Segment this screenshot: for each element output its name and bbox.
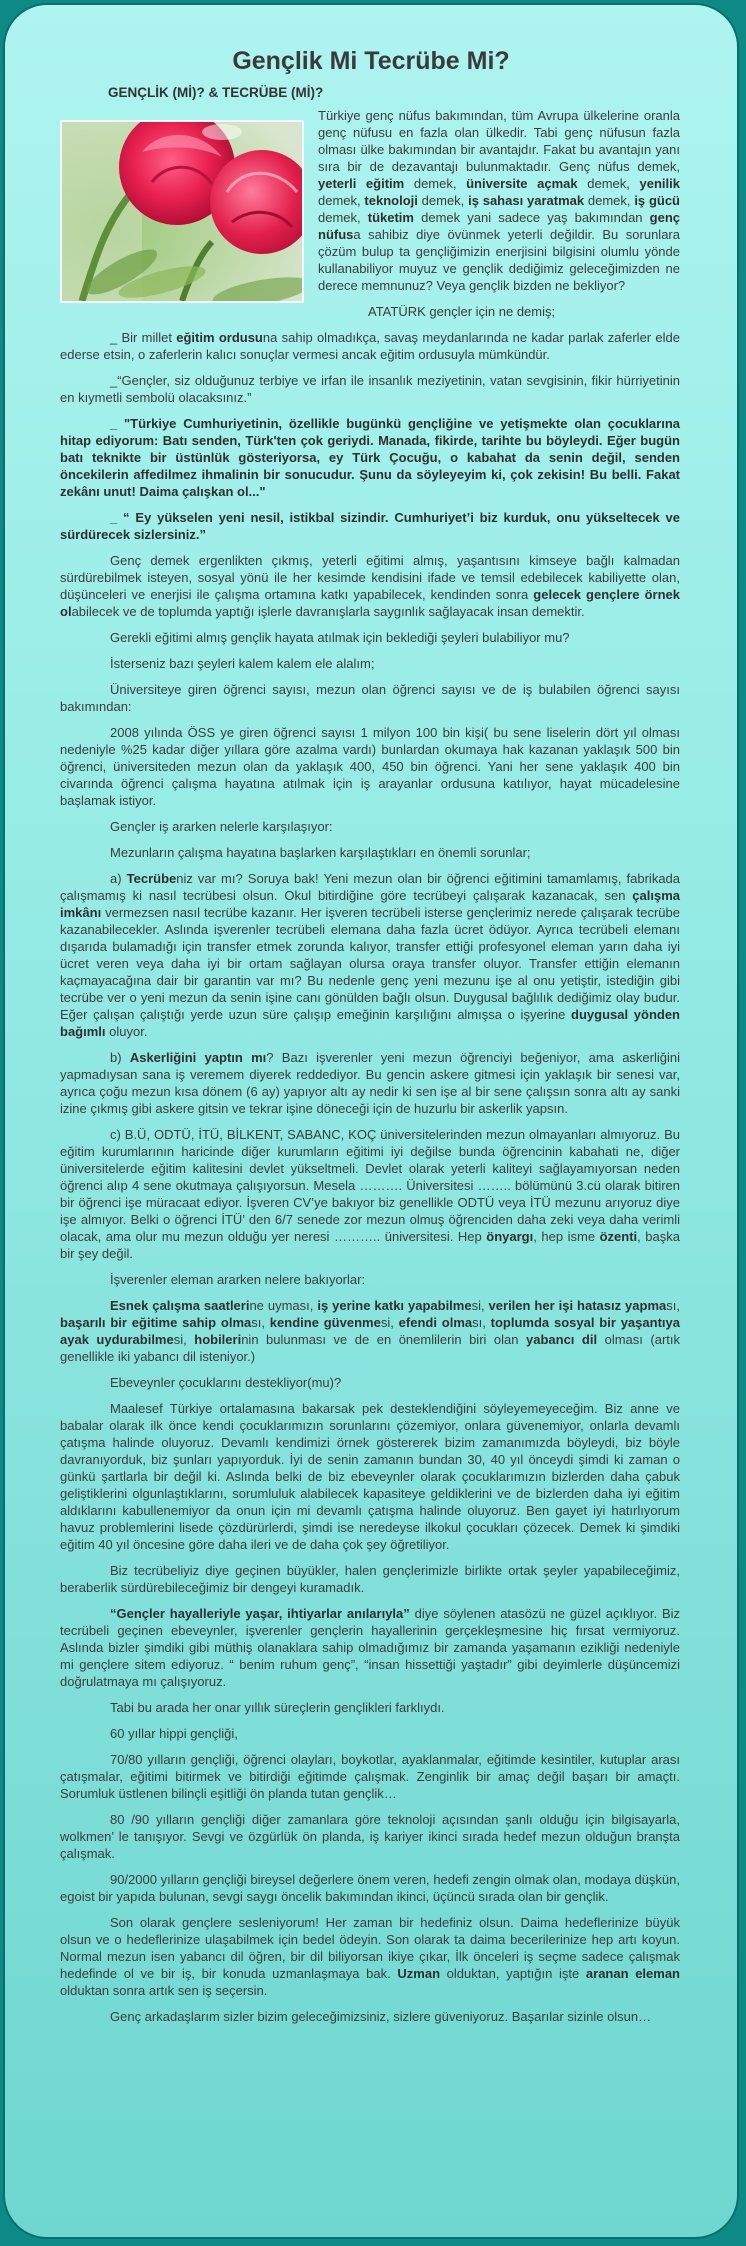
text-run: vermezsen nasıl tecrübe kazanır. Her işveren tecrübeli isterse gençlerimiz nerede çalışarak tecrübe kazanabilecekler. Aslında işverenler tecrübeli elemana daha fazla ücret ödüyor. Ayrıca tecrübeli elemanı dışarıda bulamadığı için transfer etmek zorunda kalıyor, transfer ettiği profesyonel eleman yarın daha iyi ücret veren veya daha iyi bir ortam sağlayan olursa oraya transfer oluyor. Transfer ettiğin elemanın kaçmayacağına dair bir garantin var mı? Bu nedenle genç yeni mezunu işe al onu yetiştir, istediğin gibi tecrübe ver o yeni mezun da senin işine canı gönülden bağlı olsun. Duygusal bağlılık dediğimiz olay budur. Eğer çalışan çalıştığı yerde uzun süre çalışıp emeğinin karşılığını almışsa o işyerine <box>60 905 680 1022</box>
text-run: a) <box>110 871 127 886</box>
text-run: 90/2000 yılların gençliği bireysel değerlere önem veren, hedefi zengin olmak olan, modaya düşkün, egoist bir yapıda bulunan, sevgi saygı öncelik bakımından ikinci, üçüncü sırada olan bir gençlik. <box>60 1872 680 1904</box>
paragraph <box>60 818 680 835</box>
text-run: niz var mı? Soruya bak! Yeni mezun olan bir öğrenci eğitimini tamamlamış, fabrikada çalışmamış ki nasıl tecrübesi olsun. Okul bitirdiğine göre tecrübeyi çalışarak kazanacak, sen <box>60 871 681 903</box>
text-run: si, <box>173 1332 195 1347</box>
text-run: demek, <box>404 176 467 191</box>
paragraph <box>60 1605 680 1690</box>
text-run: , hep isme <box>533 1229 600 1244</box>
paragraph <box>60 415 680 500</box>
text-run: demek, <box>417 193 469 208</box>
text-run: İşverenler eleman ararken nelere bakıyorlar: <box>110 1272 366 1287</box>
text-run: olduktan, yaptığın işte <box>440 1966 586 1981</box>
bold-text: tüketim <box>367 210 414 225</box>
bold-text: yeterli eğitim <box>318 176 405 191</box>
bold-text: efendi olma <box>398 1315 473 1330</box>
text-run: Genç arkadaşlarım sizler bizim geleceğimizsiniz, sizlere güveniyoruz. Başarılar sizinle olsun… <box>110 2009 652 2024</box>
text-run: nin bulunması ve de en önemlilerin biri olan <box>241 1332 526 1347</box>
bold-text: üniversite açmak <box>466 176 578 191</box>
bold-text: teknoloji <box>364 193 418 208</box>
bold-text: iş gücü <box>634 193 680 208</box>
bold-text: genç nüfus <box>318 210 680 242</box>
text-run: Türkiye genç nüfus bakımından, tüm Avrupa ülkelerine oranla genç nüfusu en fazla olan ülkedir. Tabi genç nüfusun fazla olması ülke bakımından bir avantajdır. Fakat bu avantajın yanı sıra bir de dezavantajı bulunmaktadır. Genç nüfus demek, <box>318 108 680 174</box>
paragraph <box>60 1374 680 1391</box>
text-run: Ebeveynler çocuklarını destekliyor(mu)? <box>110 1375 342 1390</box>
text-run: na sahip olmadıkça, savaş meydanlarında ne kadar parlak zaferler elde ederse etsin, o zaferlerin kalıcı sonuçlar vermesi ancak eğitim ordusuyla mümkündür. <box>60 330 680 362</box>
paragraph <box>60 509 680 543</box>
text-run: _ Bir millet <box>110 330 177 345</box>
text-run: sı, <box>251 1315 270 1330</box>
paragraph <box>60 1914 680 1999</box>
paragraph <box>60 1871 680 1905</box>
bold-text: eğitim ordusu <box>176 330 263 345</box>
text-run: olması (artık genellikle iki yabancı dil isteniyor.) <box>60 1332 681 1364</box>
text-run: ? Bazı işverenler yeni mezun öğrenciyi beğeniyor, ama askerliğini yapmadıysan sana iş veremem diyerek reddediyor. Bu gencin askere gitmesi için yaklaşık bir senesi var, ayrıca çoğu mezun kısa dönem (6 ay) yapıyor altı ay nedir ki sen işe al bir sene çalışsın sonra altı ay sanki izine çıkmış gibi askere gitsin ve tekrar işine döneceği için de huzurlu bir askerlik yapsın. <box>60 1050 681 1116</box>
bold-text: hobileri <box>194 1332 242 1347</box>
bold-text: Askerliğini yaptın mı <box>129 1050 267 1065</box>
paragraph <box>60 372 680 406</box>
bold-text: gelecek gençlere örnek ol <box>60 587 680 619</box>
text-run: demek, <box>577 176 640 191</box>
text-run: olduktan sonra artık sen iş seçersin. <box>60 1983 268 1998</box>
bold-text: toplumda sosyal bir yaşantıya ayak uydurabilme <box>60 1315 680 1347</box>
bold-text: kendine güvenme <box>269 1315 381 1330</box>
paragraph <box>60 552 680 620</box>
text-run: c) B.Ü, ODTÜ, İTÜ, BİLKENT, SABANC, KOÇ üniversitelerinden mezun olmayanları almıyoruz. Bu eğitim kurumlarının haricinde diğer kurumların eğitimi iyi değilse bunda öğrencinin kabahati ne, diğer üniversitelerde eğitim kalitesini devlet yükseltmeli. Devlet olarak yeterli kaliteyi sağlayamıyorsan neden öğrenci alıp 4 sene okutmaya çalışıyorsun. Mesela ………. Üniversitesi …….. bölümünü 3.cü olarak bitiren bir öğrenci işe müracaat ediyor. İşveren CV’ye bakıyor biz genellikle ODTÜ veya İTÜ mezunu arıyoruz diye işe almıyor. Belki o öğrenci İTÜ’ den 6/7 senede zor mezun olmuş öğrenciden daha zeki veya daha verimli olacak, ama olur mu mezun olduğu yer neresi ……….. üniversitesi. Hep <box>60 1127 680 1244</box>
text-run: demek, <box>584 193 635 208</box>
text-run: , başka bir şey değil. <box>60 1229 680 1261</box>
paragraph <box>60 1725 680 1742</box>
text-run: Maalesef Türkiye ortalamasına bakarsak pek desteklendiğini söyleyemeyeceğim. Biz anne ve babalar olarak ilk önce kendi çocuklarımızın sorunlarını çözemiyor, onlara güvenemiyor, onlarla devamlı çatışma halinde oluyoruz. Devamlı kendimizi örnek göstererek bizim zamanımızda böyleydi, biz böyle davranıyorduk, biz şunları yapıyorduk. İyi de senin zamanın bundan 30, 40 yıl önceydi şimdi ki zaman o günkü şartlarla bir değil ki. Aslında belki de biz ebeveynler olarak çocuklarımızın bizlerden daha çabuk geliştiklerini olgunlaştıklarını, sorumluluk alabilecek kapasiteye geldiklerini ve de bizlerden daha iyi eğitim aldıklarını kabullenemiyor da onun için mi devamlı çatışma halinde oluyoruz. Ben gayet iyi hatırlıyorum havuz problemlerini lisede çözdürürlerdi, şimdi ise neredeyse ilkokul çocukları çözecek. Demek ki şimdiki eğitim 40 yıl öncesine göre daha ileri ve de daha çok şey öğretiliyor. <box>60 1401 680 1552</box>
paragraph <box>60 329 680 363</box>
paragraph <box>60 1271 680 1288</box>
bold-text: aranan eleman <box>585 1966 680 1981</box>
text-run: si, <box>380 1315 399 1330</box>
paragraph <box>60 1297 680 1365</box>
text-run: İsterseniz bazı şeyleri kalem kalem ele alalım; <box>110 656 375 671</box>
bold-text: verilen her işi hatasız yapma <box>488 1298 667 1313</box>
bold-text: iş yerine katkı yapabilme <box>317 1298 472 1313</box>
text-run: Gençler iş ararken nelerle karşılaşıyor: <box>110 819 333 834</box>
bold-text: duygusal yönden bağımlı <box>60 1007 680 1039</box>
text-run: demek, <box>318 210 368 225</box>
bold-text: Esnek çalışma saatleri <box>110 1298 250 1313</box>
paragraph <box>60 1811 680 1862</box>
paragraph <box>60 1400 680 1553</box>
text-run: Mezunların çalışma hayatına başlarken karşılaştıkları en önemli sorunlar; <box>110 845 531 860</box>
article-card <box>3 3 739 2239</box>
subtitle: GENÇLİK (Mİ)? & TECRÜBE (Mİ)? <box>108 85 324 100</box>
paragraph <box>60 724 680 809</box>
bold-text: _ “ Ey yükselen yeni nesil, istikbal sizindir. Cumhuriyet’i biz kurduk, onu yükseltecek ve sürdürecek sizlersiniz.” <box>60 510 680 542</box>
text-run: 80 /90 yılların gençliği diğer zamanlara göre teknoloji açısından şanlı olduğu için bilgisayarla, wolkmen’ le tanışıyor. Sevgi ve özgürlük ön planda, iş kariyer ikinci sırada hedef mezun olduğun branşta çalışmak. <box>60 1812 680 1861</box>
bold-text: _ "Türkiye Cumhuriyetinin, özellikle bugünkü gençliğine ve yetişmekte olan çocuklarına hitap ediyorum: Batı senden, Türk'ten çok geriydi. Manada, fikirde, tarihte bu böyleydi. Eğer bugün batı teknikte bir üstünlük gösteriyorsa, ey Türk Çocuğu, o kabahat da senin değil, senden öncekilerin affedilmez ihmalinin bir sonucudur. Şunu da söyleyeyim ki, çok zekisin! Bu belli. Fakat zekânı unut! Daima çalışkan ol..." <box>60 416 680 499</box>
text-run: sı, <box>666 1298 680 1313</box>
bold-text: iş sahası yaratmak <box>468 193 585 208</box>
paragraph <box>60 1049 680 1117</box>
paragraph <box>60 2008 680 2025</box>
paragraph <box>60 870 680 1040</box>
float-spacer <box>60 107 310 207</box>
text-run: diye söylenen atasözü ne güzel açıklıyor. Biz tecrübeli geçinen ebeveynler, işverenler gençlerin hayallerinin gerçekleşmesine hiç fırsat vermiyoruz. Aslında bizler şimdiki gibi müthiş olanaklara sahip olmadığımız bir zamanda yaşamanın ezikliği nedeniyle mi gençlere sitem ediyoruz. “ benim ruhum genç”, “insan hissettiği yaştadır” gibi deyimlerle düşüncemizi doğrulatmaya mı çalışıyoruz. <box>60 1606 681 1689</box>
text-run: a sahibiz diye övünmek yeterli değildir. Bu sorunlara çözüm bulup ta gençliğimizin enerjisini bilgisini olumlu yönde kullanabiliyor muyuz ve gençlik dediğimiz geleceğimizden ne derece memnunuz? Veya gençlik bizden ne bekliyor? <box>318 227 680 293</box>
text-run: 70/80 yılların gençliği, öğrenci olayları, boykotlar, ayaklanmalar, eğitimde kesintiler, kutuplar arası çatışmalar, eğitimi bitirmek ve bitirdiği eğitimde çalışmak. Zenginlik bir amaç değil başarı bir amaçtı. Sorumluk üstlenen bilinçli eşitliği ön planda tutan gençlik… <box>60 1752 680 1801</box>
text-run: _“Gençler, siz olduğunuz terbiye ve irfan ile insanlık meziyetinin, vatan sevgisinin, fikir hürriyetinin en kıymetli sembolü olacaksınız.” <box>60 373 680 405</box>
bold-text: özenti <box>599 1229 638 1244</box>
paragraph <box>60 1126 680 1262</box>
text-run: si, <box>471 1298 489 1313</box>
bold-text: önyargı <box>486 1229 534 1244</box>
bold-text: yabancı dil <box>526 1332 598 1347</box>
bold-text: “Gençler hayalleriyle yaşar, ihtiyarlar anılarıyla” <box>110 1606 410 1621</box>
text-run: 60 yıllar hippi gençliği, <box>110 1726 238 1741</box>
bold-text: çalışma imkânı <box>60 888 680 920</box>
paragraph <box>60 1699 680 1716</box>
paragraph <box>60 629 680 646</box>
paragraph <box>60 1562 680 1596</box>
paragraph <box>60 655 680 672</box>
bold-text: başarılı bir eğitime sahip olma <box>60 1315 252 1330</box>
text-run: ATATÜRK gençler için ne demiş; <box>368 304 556 319</box>
text-run: b) <box>110 1050 130 1065</box>
text-run: demek, <box>318 193 365 208</box>
paragraph <box>60 844 680 861</box>
text-run: 2008 yılında ÖSS ye giren öğrenci sayısı 1 milyon 100 bin kişi( bu sene liselerin dört yıl olması nedeniyle %25 kadar diğer yıllara göre azalma vardı) bunlardan okumaya hak kazanan yaklaşık 500 bin öğrenci, üniversiteden mezun olan da yaklaşık 400, 450 bin öğrenci. Yani her sene yaklaşık 400 bin civarında öğrenci çalışma hayatına atılmak için iş arayanlar ordusuna katılıyor, hayat mücadelesine başlamak istiyor. <box>60 725 680 808</box>
article-body <box>60 107 680 2034</box>
text-run: abilecek ve de toplumda yaptığı işlerle davranışlarla saygınlık sağlayacak insan demektir. <box>71 604 585 619</box>
text-run: Gerekli eğitimi almış gençlik hayata atılmak için beklediği şeyleri bulabiliyor mu? <box>110 630 570 645</box>
text-run: ne uyması, <box>249 1298 318 1313</box>
text-run: Tabi bu arada her onar yıllık süreçlerin gençlikleri farklıydı. <box>110 1700 445 1715</box>
float-spacer <box>60 207 310 319</box>
text-run: Üniversiteye giren öğrenci sayısı, mezun olan öğrenci sayısı ve de iş bulabilen öğrenci sayısı bakımından: <box>60 682 680 714</box>
paragraph <box>60 1751 680 1802</box>
text-run: Genç demek ergenlikten çıkmış, yeterli eğitimi almış, yaşantısını kimseye bağlı kalmadan sürdürebilmek isteyen, sosyal yönü ile her kesimde kendisini ifade ve temsil edebilecek kabiliyette olan, düşünceleri ve enerjisi ile çalışma ortamına katkı yapabilecek, kendinden sonra <box>60 553 680 602</box>
bold-text: Uzman <box>397 1966 441 1981</box>
text-run: sı, <box>472 1315 491 1330</box>
text-run: Biz tecrübeliyiz diye geçinen büyükler, halen gençlerimizle birlikte ortak şeyler yapabileceğimiz, beraberlik sürdürebileceğimiz bir dengeyi kuramadık. <box>60 1563 680 1595</box>
bold-text: yenilik <box>639 176 680 191</box>
paragraph <box>60 681 680 715</box>
text-run: demek yani sadece yaş bakımından <box>413 210 650 225</box>
text-run: Son olarak gençlere sesleniyorum! Her zaman bir hedefiniz olsun. Daima hedeflerinize büyük olsun ve o hedeflerinize ulaşabilmek için bedel ödeyin. Son olarak ta daima becerilerinize hep artı koyun. Normal mezun isen yabancı dil öğren, bir dil biliyorsan ikiye çıkar, İlk önceleri iş seçme sadece çalışmak hedefinde ol ve bir iş, bir konuda uzmanlaşmaya bak. <box>60 1915 680 1981</box>
text-run: oluyor. <box>105 1024 148 1039</box>
bold-text: Tecrübe <box>126 871 177 886</box>
page-title: Gençlik Mi Tecrübe Mi? <box>232 47 510 75</box>
